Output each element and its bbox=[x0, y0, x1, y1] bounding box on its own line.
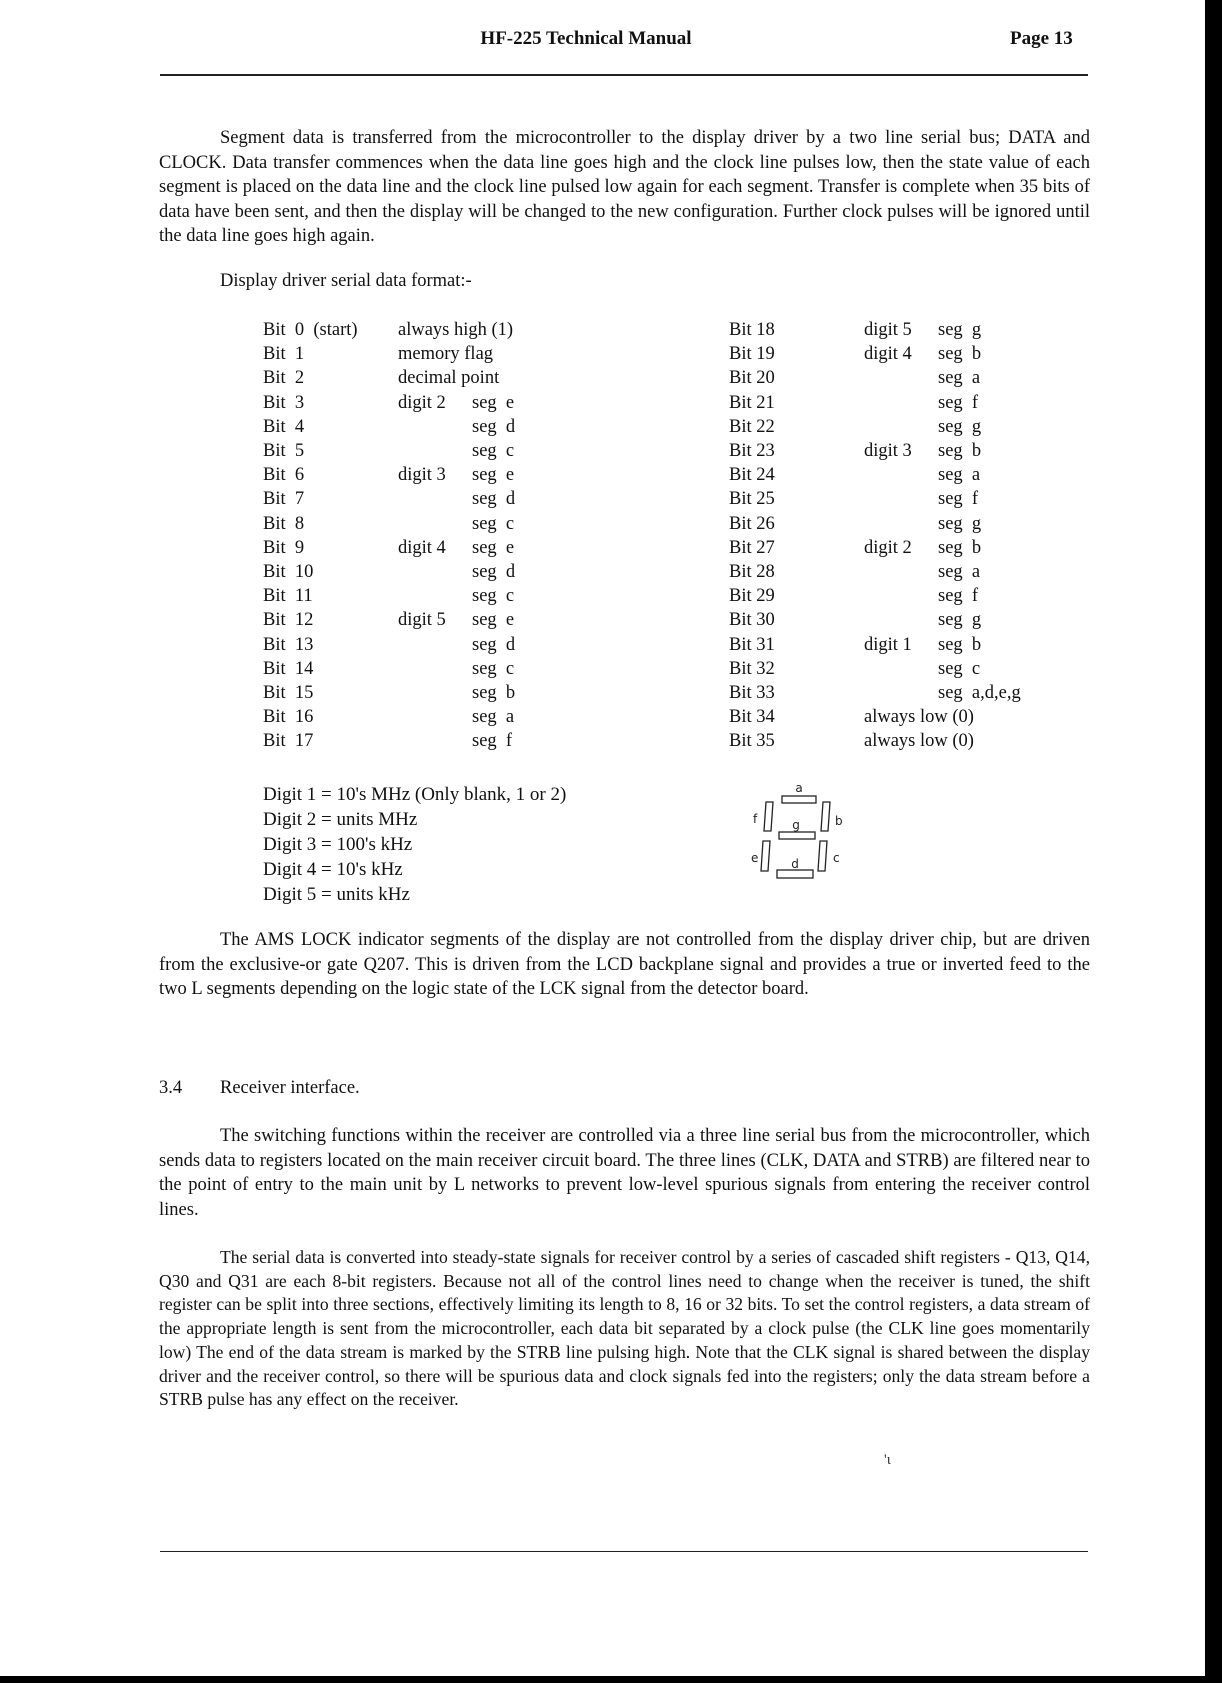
bit-number: Bit 9 bbox=[263, 537, 305, 558]
bit-segment: seg b bbox=[938, 537, 982, 558]
bit-segment: seg a bbox=[938, 562, 981, 582]
segment-e bbox=[761, 841, 770, 871]
bit-number: Bit 27 bbox=[729, 537, 775, 558]
bit-segment: seg d bbox=[472, 416, 516, 437]
bit-segment: seg c bbox=[472, 513, 515, 534]
digit-definition: Digit 2 = units MHz bbox=[263, 809, 418, 830]
bit-segment: seg b bbox=[938, 634, 982, 655]
segment-label-d: d bbox=[791, 857, 799, 871]
bit-segment: seg c bbox=[472, 586, 515, 607]
format-label: Display driver serial data format:- bbox=[220, 271, 472, 291]
bit-number: Bit 26 bbox=[729, 513, 775, 534]
bit-segment: seg b bbox=[938, 344, 982, 365]
bit-segment: seg d bbox=[472, 634, 516, 655]
bit-number: Bit 15 bbox=[263, 683, 314, 703]
bit-number: Bit 33 bbox=[729, 683, 775, 703]
bit-digit: digit 4 bbox=[398, 537, 446, 558]
scan-border-bottom bbox=[0, 1676, 1222, 1683]
scan-border-right bbox=[1205, 0, 1222, 1683]
digit-definitions bbox=[263, 782, 566, 907]
bit-number: Bit 29 bbox=[729, 586, 775, 607]
section-title: Receiver interface. bbox=[220, 1078, 360, 1098]
bit-number: Bit 35 bbox=[729, 731, 775, 752]
bit-number: Bit 18 bbox=[729, 320, 775, 340]
bit-segment: seg f bbox=[938, 392, 979, 413]
bit-digit: digit 2 bbox=[398, 392, 446, 413]
segment-d bbox=[777, 870, 813, 878]
bit-segment: seg f bbox=[938, 489, 979, 510]
bit-segment: seg c bbox=[472, 658, 515, 679]
bit-number: Bit 14 bbox=[263, 658, 314, 679]
bit-number: Bit 32 bbox=[729, 658, 775, 679]
bit-digit: digit 1 bbox=[864, 634, 912, 655]
bit-digit: always low (0) bbox=[864, 707, 974, 728]
bit-digit: digit 2 bbox=[864, 537, 912, 558]
segment-label-g: g bbox=[792, 818, 800, 832]
bit-number: Bit 3 bbox=[263, 392, 305, 413]
bit-number: Bit 6 bbox=[263, 465, 305, 486]
bit-number: Bit 2 bbox=[263, 368, 305, 389]
header-rule bbox=[160, 74, 1088, 76]
bit-segment: seg e bbox=[472, 392, 515, 413]
bit-number: Bit 16 bbox=[263, 707, 314, 728]
bit-digit: digit 3 bbox=[864, 441, 912, 461]
page-number: Page 13 bbox=[1010, 28, 1073, 49]
bit-number: Bit 12 bbox=[263, 610, 314, 631]
bit-digit: always low (0) bbox=[864, 731, 974, 752]
bit-number: Bit 21 bbox=[729, 392, 775, 413]
bit-number: Bit 25 bbox=[729, 489, 775, 510]
bit-number: Bit 22 bbox=[729, 416, 775, 437]
bit-number: Bit 30 bbox=[729, 610, 775, 631]
bit-segment: seg f bbox=[472, 731, 513, 752]
bit-segment: seg g bbox=[938, 416, 982, 437]
bit-number: Bit 8 bbox=[263, 513, 305, 534]
segment-b bbox=[821, 802, 830, 831]
footer-rule bbox=[160, 1551, 1088, 1552]
serial-data-paragraph: The serial data is converted into steady-state signals for receiver control by a series of cascaded shift registers - Q13, Q14, Q30 and Q31 are each 8-bit registers. Because not all of the control lines need to change when the receiver is tuned, the shift register can be split into three sections, effectively limiting its length to 8, 16 or 32 bits. To set the control registers, a data stream of the appropriate length is sent from the microcontroller, each data bit separated by a clock pulse (the CLK line goes momentarily low) The end of the data stream is marked by the STRB line pulsing high. Note that the CLK signal is shared between the display driver and the receiver control, so there will be spurious data and clock signals fed into the registers; only the data stream before a STRB pulse has any effect on the receiver. bbox=[159, 1247, 1090, 1410]
bit-number: Bit 4 bbox=[263, 416, 305, 437]
bit-segment: seg e bbox=[472, 465, 515, 486]
bit-digit: digit 4 bbox=[864, 344, 912, 365]
seven-segment-diagram bbox=[745, 780, 855, 910]
bit-segment: seg g bbox=[938, 610, 982, 631]
stray-mark: 'ɩ bbox=[884, 1452, 891, 1468]
bit-number: Bit 7 bbox=[263, 489, 305, 510]
bit-segment: seg g bbox=[938, 320, 982, 340]
bit-number: Bit 13 bbox=[263, 634, 314, 655]
bit-segment: seg a,d,e,g bbox=[938, 683, 1021, 703]
switching-paragraph: The switching functions within the receiver are controlled via a three line serial bus from the microcontroller, which sends data to registers located on the main receiver circuit board. The three lines (CLK, DATA and STRB) are filtered near to the point of entry to the main unit by L networks to prevent low-level spurious signals from entering the receiver control lines. bbox=[159, 1126, 1090, 1220]
bit-number: Bit 10 bbox=[263, 562, 314, 582]
bit-number: Bit 19 bbox=[729, 344, 775, 365]
bit-number: Bit 11 bbox=[263, 586, 313, 607]
bit-segment: seg a bbox=[472, 707, 515, 728]
segment-g bbox=[779, 832, 815, 839]
segment-label-c: c bbox=[833, 851, 840, 865]
bit-segment: seg c bbox=[472, 441, 515, 461]
bit-number: Bit 31 bbox=[729, 634, 775, 655]
bit-segment: seg f bbox=[938, 586, 979, 607]
bit-number: Bit 5 bbox=[263, 441, 305, 461]
bit-segment: seg g bbox=[938, 513, 982, 534]
bit-segment: seg e bbox=[472, 610, 515, 631]
bit-digit: always high (1) bbox=[398, 320, 514, 340]
segment-f bbox=[764, 802, 773, 831]
segment-label-e: e bbox=[751, 851, 759, 865]
digit-definition: Digit 3 = 100's kHz bbox=[263, 834, 413, 855]
digit-definition: Digit 4 = 10's kHz bbox=[263, 859, 403, 880]
digit-definition: Digit 1 = 10's MHz (Only blank, 1 or 2) bbox=[263, 784, 567, 805]
bit-segment: seg a bbox=[938, 465, 981, 486]
bit-digit: digit 3 bbox=[398, 465, 446, 486]
bit-number: Bit 1 bbox=[263, 344, 305, 365]
segment-label-b: b bbox=[835, 814, 843, 828]
bit-digit: memory flag bbox=[398, 344, 494, 365]
bit-number: Bit 24 bbox=[729, 465, 775, 486]
intro-paragraph: Segment data is transferred from the microcontroller to the display driver by a two line serial bus; DATA and CLOCK. Data transfer commences when the data line goes high and the clock line pulses low, then the state value of each segment is placed on the data line and the clock line pulsed low again for each segment. Transfer is complete when 35 bits of data have been sent, and then the display will be changed to the new configuration. Further clock pulses will be ignored until the data line goes high again. bbox=[159, 128, 1090, 246]
bit-number: Bit 23 bbox=[729, 441, 775, 461]
ams-lock-paragraph: The AMS LOCK indicator segments of the display are not controlled from the display driver chip, but are driven from the exclusive-or gate Q207. This is driven from the LCD backplane signal and provides a true or inverted feed to the two L segments depending on the logic state of the LCK signal from the detector board. bbox=[159, 930, 1090, 999]
segment-label-f: f bbox=[753, 812, 758, 826]
bit-number: Bit 20 bbox=[729, 368, 775, 389]
bit-segment: seg e bbox=[472, 537, 515, 558]
segment-label-a: a bbox=[795, 781, 803, 795]
section-number: 3.4 bbox=[159, 1078, 183, 1098]
bit-digit: decimal point bbox=[398, 368, 500, 389]
segment-c bbox=[818, 841, 827, 871]
bit-digit: digit 5 bbox=[864, 320, 912, 340]
bit-number: Bit 28 bbox=[729, 562, 775, 582]
bit-segment: seg d bbox=[472, 489, 516, 510]
digit-definition: Digit 5 = units kHz bbox=[263, 884, 410, 905]
bit-number: Bit 17 bbox=[263, 731, 314, 752]
bit-number: Bit 34 bbox=[729, 707, 775, 728]
bit-segment: seg c bbox=[938, 658, 981, 679]
bit-segment: seg d bbox=[472, 562, 516, 582]
bit-segment: seg b bbox=[472, 683, 516, 703]
bit-segment: seg a bbox=[938, 368, 981, 389]
bit-digit: digit 5 bbox=[398, 610, 446, 631]
segment-a bbox=[782, 796, 816, 803]
bit-segment: seg b bbox=[938, 441, 982, 461]
page-header-title: HF-225 Technical Manual bbox=[480, 28, 692, 49]
bit-number: Bit 0 (start) bbox=[263, 320, 358, 340]
